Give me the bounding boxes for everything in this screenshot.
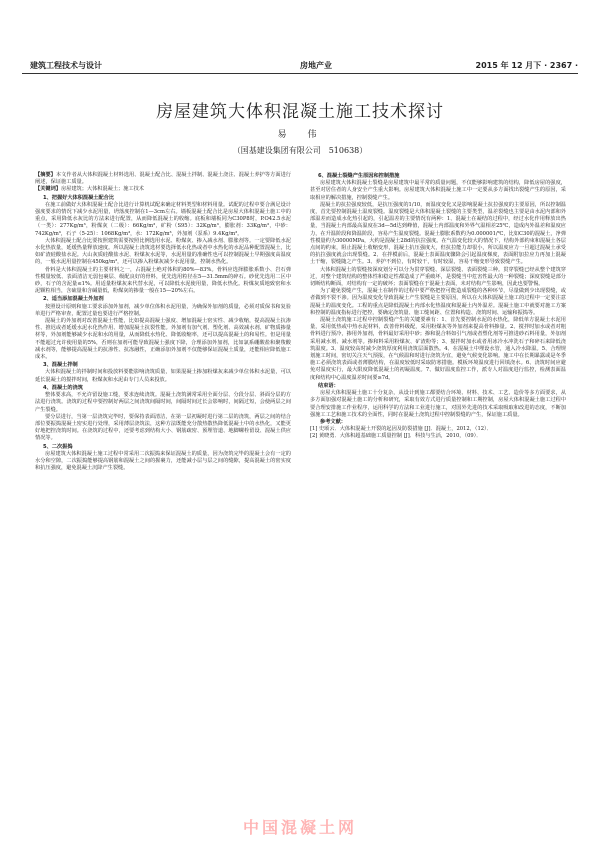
- body-paragraph: 要分层进行，当第一层浇筑完毕时，要保持表面清洁，在第一层初凝时进行第二层的浇筑，两层之间的结合部位要振捣混凝土密实进行处理，采用薄层浇筑法，这种方法既能充分散热散热降低混凝土中的水热化，又能更好地把控浇筑时间。在浇筑的过程中，还要考虑到结构大小、钢筋疏密、预埋管道、地脚螺栓留设、混凝土供应情况等。: [35, 413, 291, 442]
- section-heading: 4、混凝土的浇筑: [43, 384, 83, 391]
- section-name: 房地产业: [300, 61, 332, 70]
- body-paragraph: 房屋建筑大体积混凝土裂缝是房屋建筑中最平常的质量问题，不仅能够影响建筑的结构，降低房屋的强度，甚至对居住者的人身安全产生重大影响。房屋建筑大体积混凝土施工中一定要从多方面找出裂缝产生的原因，采取相应的解决措施，控制裂缝产生。: [310, 180, 566, 201]
- article-affiliation: （国基建设集团有限公司 510638）: [232, 146, 368, 155]
- references-heading: 参考文献：: [320, 418, 346, 425]
- body-paragraph: 在施工前做好大体积混凝土配合比进行计算机试配来确定材料类型和材料用量。试配的过程中要合满足设计强度要求的情况下减少水泥用量，坍落度控制在1—3cm左右。墙板混凝土配合比是房屋大体积混凝土施工中的重点，采用降低水灰比的方法来进行配置，从而降低混凝土的收缩。底板和墙板同为C30P8时，P.O42.5水泥（一类）：277Kg/m³，粉煤灰（二级）：66Kg/m³，矿粉（S95）：32Kg/m³，膨胀剂：33Kg/m³，中砂：742Kg/m³，石子（5-25）：1068Kg/m³，水：172Kg/m³，外加剂（泵系）9.4Kg/m³。: [35, 201, 291, 237]
- body-paragraph: 混凝土的抗拉强度较低，是抗压强度的1/10，而温度变化又是影响混凝土抗拉强度的主要原因，所以控制温度，首先要控制混凝土温度裂缝。温度裂缝是大体积混凝土裂缝的主要类型，温差裂缝也主要是由水泥内部和外部温差而造成水化热引起的，引起温差的主要情况有两种：1、混凝土在凝结的过程中，经过水化作用释放出热量，当混凝土内部最高温度在3d—5d达到峰值，混凝土内部温度和外界气温相差25℃，造成内外温差和温度应力，在升温阶段和降温阶段，容易产生温度裂缝。混凝土膨胀系数约为0.000001/℃，比如C30的混凝土，净弹性模量约为30000MPa，大约是混凝土28d的抗拉强度。在气温变化较大的情况下，结构外部约束和混凝土各层点间的约束，阻止混凝土收缩变形，混凝土抗压强度大，但抗拉能力却很小，所以温度应力一旦超过混凝土承受的抗拉强度就会出现裂缝。2、在拌模前后，混凝土表面温度骤降会引起温度梯度，表面附加拉应力再加上混凝土干缩，裂缝随之产生。3、养护不到位，有时较干，有时较湿，容易干缩变形导致裂缝产生。: [310, 201, 566, 266]
- section-heading: 1、把握好大体积混凝土配合比: [43, 194, 115, 201]
- body-paragraph: 整体要求高，不允许留设施工缝，要求连续浇筑。混凝土浇筑满常采用全面分层、分段分层、斜面分层的方法进行浇筑。浇筑的过程中要控制好两层之间浇筑间隔时间，间隔时间过长会影响时，间隔过短，会使两层之间产生裂缝。: [35, 392, 291, 413]
- body-paragraph: 大体积混凝土的裂缝按深度划分可以分为贯穿裂缝、深层裂缝、表面裂缝三种。贯穿裂缝已经从整个建筑穿过，对整个建筑结构的整体性和稳定性都造成了严重破坏，是裂缝当中危害性最大的一种裂缝；深度裂缝是部分切断结构断面，对结构有一定的破坏；表面裂缝在于混凝土表面，未对结构产生影响，因此也要警惕。: [310, 266, 566, 288]
- abstract-text: 本文作者从大体积混凝土材料选用、混凝土配合比、混凝土拌制、混凝土浇注、混凝土养护等方面进行阐述，保证施工质量。: [35, 172, 291, 186]
- right-column: [310, 172, 566, 441]
- abstract-block: [35, 186, 291, 193]
- body-paragraph: 按照设计原则和施工要求添加外加剂，减少单位体积水泥用量，为确保外加剂的质量，必须对质保书和复验单进行严格审查，配置过量也要进行严格控制。: [35, 303, 291, 317]
- body-paragraph: 混凝土的外加剂对改善混凝土性能，比如提高混凝土强度、增加混凝土密实性、减少收缩，提高混凝土抗渗性、推迟或者延缓水泥水化热作用、增加混凝土抗裂性能。外加剂有加气剂、塑化剂、高效减水剂、矿物质掺量材等，外加剂能够减少水泥和水的用量，从而降低水热化、降低收缩率，还可以提高混凝土的和易性。但是用量不能超过允许使用量的5%，否则在加剂可能导致混凝土强度下降，合理添加外加剂，比如氯系硼酸盐和聚羧酸减水剂等，能够提高混凝土的抗渗性、抗冻融性，正确添加外加剂不仅能够保证混凝土质量，还能相应降低施工成本。: [35, 318, 291, 361]
- abstract-label: 【关键词】: [35, 186, 61, 193]
- header-rule: [22, 73, 578, 74]
- abstract-block: [35, 172, 291, 186]
- body-paragraph: 大体积混凝土的拌制时间和投放料要能影响浇筑质量，如果混凝土掺加粉煤灰来减少单位体积水泥量，可以延长混凝土的搅拌时间，粉煤灰和水泥由专门人员来投放。: [35, 369, 291, 383]
- reference-item: [1] 史颂云．大体积混凝土开裂的起因及防裂措施 [J]．混凝土，2012，（12）．: [310, 426, 492, 433]
- body-paragraph: 为了避免裂缝产生，混凝土在制作的过程中要严格把控可能造成裂缝的各种环节，尽量做到少出现裂缝，或者做到不裂不渗。因为温度变化导致混凝土产生裂缝是主要原因，所以在大体积混凝土施工的过程中一定要注意混凝土的温度变化。工程的重点是降低混凝土内部水化热温度和混凝土内外温差。混凝土施工中就要对施工方案和控制的温度指标进行把控，要确定浇筑量、施工缝间距、位置和构造、浇筑时间、运输和振捣等。: [310, 288, 566, 316]
- abstract-text: 房屋建筑；大体积混凝土；施工技术: [60, 186, 144, 193]
- page-header: [22, 60, 578, 74]
- issue-info: 2015 年 12 月下 · 2367 ·: [475, 61, 578, 70]
- journal-name: 建筑工程技术与设计: [30, 61, 102, 70]
- section-heading: 2、适当添加混凝土外加剂: [43, 296, 104, 303]
- abstract-label: 【摘要】: [35, 172, 56, 178]
- article-author: 易 伟: [277, 130, 323, 140]
- section-heading: 5、二次振捣: [43, 443, 73, 450]
- reference-item: [2] 黄晓勇．大体积超基础施工质量控制 [J]．科技与生活，2010，（09）．: [310, 433, 482, 440]
- watermark: 中国混凝土网: [242, 818, 357, 837]
- section-heading: 结束语：: [318, 382, 339, 389]
- section-heading: 3、混凝土拌制: [43, 362, 78, 369]
- body-paragraph: 混凝土浇筑施工过程中控制裂缝产生的关键要素有：1、首先要控制水泥的水热化，降低单方混凝土水泥用量，采用低热或中热水泥材料，改善骨料级配，采用粉煤灰等外加剂来提高骨料掺量。2、搅拌时加水或者对粗骨料进行预冷，掺用外加剂，骨料最好采用中砂；掺和混合料如引气剂或者塑化剂等可推进砂石料用量，外加剂采用减水剂、减水剂等。掺和料采用粉煤灰、矿渣粉等；3、搅拌时加水或者用冰冷水冲洗石子和碎石来降低浇筑温度。3、温度较高时减少浇筑厚度利用浇筑层面散热。4、在混凝土中埋设水管，通入冷水降温。5、合理规划施工时间，密切关注天气预报，在气候温和时进行浇筑为宜，避免气候变化影响。施工中在长期暴露或是冬季施工必须浇筑表面或者薄膜结构，在温度较低时采取防寒措施。模板环境温度进行回填浇水。6、浇筑时间应避免对温度实行，最大限度降低混凝土的初凝温度。7、做好温度监控工作，派专人对温度进行监控，检测表面温度和结构中心温度温差时间要≥7d。: [310, 317, 566, 381]
- left-column: [35, 172, 291, 472]
- body-paragraph: 大体积混凝土配合比要按照建筑需要按照比例选用水泥、粉煤灰、掺入减水剂、膨胀剂等。一定要降低水泥水化热放量，延缓热量释放速度。所以混凝土浇筑选材要选择低水化热或者中水热化的水泥品种配置混凝土，比如矿渣硅酸盐水泥。大山灰质硅酸盐水泥、粉煤灰水泥等，水泥用量的准确性也可以控制混凝土早期强度高温度的，一般水泥用量控制在450kg/m³，还可以掺入粉煤灰减少水泥用量，控制水热化。: [35, 237, 291, 266]
- body-paragraph: 骨料是大体积混凝土的主要材料之一，占混凝土绝对体积的80%—83%。骨料应选择膨胀系数小、岩石弹性模量较低、表面清洁无弱包裹层、级配良好的骨料，优先选用粒径在5—31.5mm的碎石。砂优先选用二区中砂，石子的含泥量≤1%。用适量粉煤灰来代替水泥，可以降低水泥使用量，降低水热化。粉煤灰质地致密和水泥颗粒相当，含硫量和含碱量低，粉煤灰的掺量一般在15—20%左右。: [35, 266, 291, 295]
- article-title: 房屋建筑大体积混凝土施工技术探讨: [156, 102, 444, 122]
- body-paragraph: 房屋大体积混凝土施工十分复杂，从设计到施工都要结合环境、材料、技术、工艺、造价等多方面要求，从多方面加强对混凝土施工的分析和研究，采取有效方式进行质量控制和工期控制，房屋大体积混凝土施工过程中要合理安排施工作业程序，运用科学的方法和工业进行施工，对国外先进的技术采取吸取和改进的态度，不断加强施工工艺和施工技术的全面性，同时在混凝土浇筑过程中控制裂缝的产生，保证施工质量。: [310, 390, 566, 418]
- body-paragraph: 房屋建筑大体积混凝土施工过程中常采用二次振捣来保证混凝土的质量，因为浇筑完毕的混凝土会有一定的水分和空隙，二次振捣能够提高钢筋和混凝土之间的握裹力，还能减小层与层之间的缝隙，提高混凝土的密实度和抗压强度，避免混凝土沉降产生裂缝。: [35, 450, 291, 472]
- section-heading: 6、混凝土裂缝产生原因和控制措施: [318, 173, 400, 179]
